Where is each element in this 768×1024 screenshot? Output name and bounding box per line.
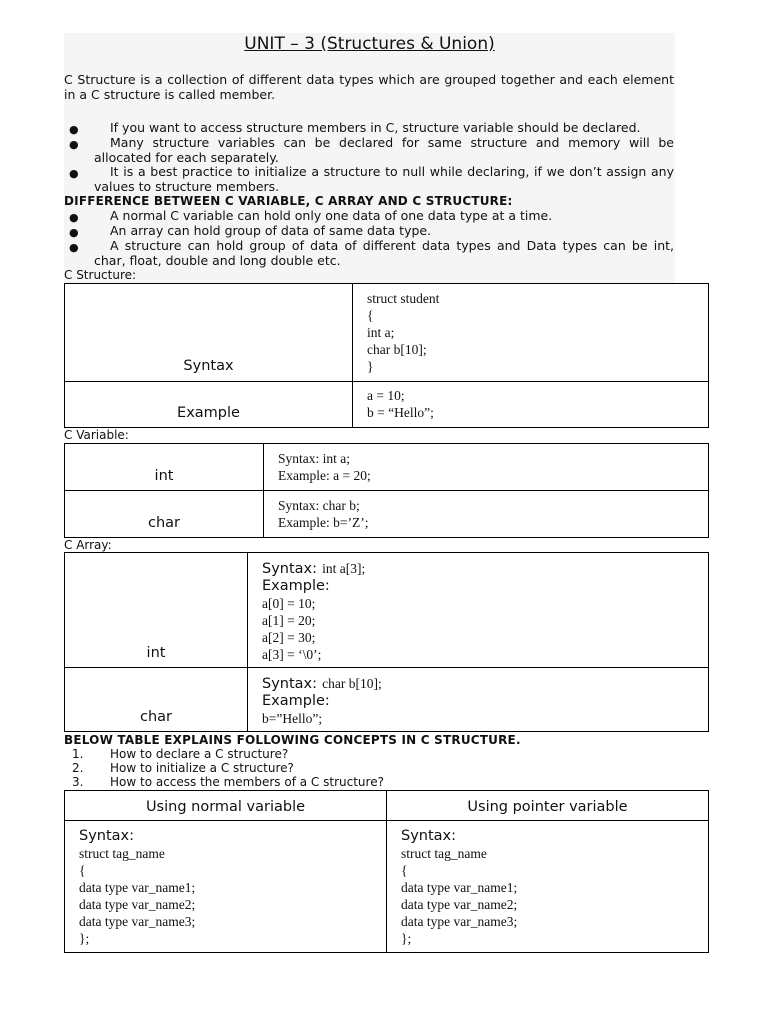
list-number: 3. xyxy=(72,775,84,789)
example-word: Example: xyxy=(262,693,330,709)
header-cell xyxy=(387,791,709,821)
bullet-dot: ● xyxy=(69,226,79,239)
code-line: struct tag_name xyxy=(79,846,165,861)
c-variable-table xyxy=(64,443,709,538)
bullet-dot: ● xyxy=(69,123,79,136)
bullet-dot: ● xyxy=(69,167,79,180)
code-line: }; xyxy=(401,931,412,946)
bullet-dot: ● xyxy=(69,211,79,224)
c-structure-label: C Structure: xyxy=(64,268,137,282)
intro-paragraph: C Structure is a collection of different data types which are grouped together and each element in a C structure is called member. xyxy=(64,72,674,102)
comparison-table xyxy=(64,790,709,953)
list-item: How to declare a C structure? xyxy=(110,747,289,761)
code-line: } xyxy=(367,359,374,374)
normal-syntax-cell xyxy=(65,821,387,953)
code-line: { xyxy=(79,863,86,878)
syntax-label-cell xyxy=(65,284,353,382)
example-label: Example xyxy=(177,405,240,421)
bullet-dot: ● xyxy=(69,241,79,254)
code-line: data type var_name1; xyxy=(79,880,196,895)
bullet-item: It is a best practice to initialize a structure to null while declaring, if we don’t assign any values to structure members. xyxy=(94,164,674,194)
code-line: Example: a = 20; xyxy=(278,468,371,483)
char-code-cell xyxy=(264,491,709,538)
syntax-word: Syntax: xyxy=(79,828,135,844)
bullet-item: Many structure variables can be declared for same structure and memory will be allocated for each separately. xyxy=(94,135,674,165)
page-title: UNIT – 3 (Structures & Union) xyxy=(244,34,495,54)
bullet-item: A normal C variable can hold only one data of one data type at a time. xyxy=(110,208,553,223)
syntax-word: Syntax: xyxy=(262,561,318,577)
bullet-item: If you want to access structure members in C, structure variable should be declared. xyxy=(110,120,641,135)
syntax-word: Syntax: xyxy=(262,676,318,692)
char-label-cell xyxy=(65,491,264,538)
c-variable-label: C Variable: xyxy=(64,428,129,442)
code-line: data type var_name2; xyxy=(401,897,518,912)
code-line: data type var_name3; xyxy=(401,914,518,929)
list-item: How to access the members of a C structure? xyxy=(110,775,384,789)
code-line: a[0] = 10; xyxy=(262,596,316,611)
code-line: char b[10]; xyxy=(322,676,382,691)
code-line: b = “Hello”; xyxy=(367,405,434,420)
bullet-item: An array can hold group of data of same data type. xyxy=(110,223,432,238)
code-line: struct student xyxy=(367,291,440,306)
c-structure-table xyxy=(64,283,709,428)
concepts-heading: BELOW TABLE EXPLAINS FOLLOWING CONCEPTS IN C STRUCTURE. xyxy=(64,733,521,747)
difference-heading: DIFFERENCE BETWEEN C VARIABLE, C ARRAY AND C STRUCTURE: xyxy=(64,194,513,208)
char-code-cell xyxy=(248,668,709,732)
int-code-cell xyxy=(264,444,709,491)
char-label: char xyxy=(139,709,172,725)
char-label: char xyxy=(147,515,180,531)
example-label-cell xyxy=(65,382,353,428)
int-label: int xyxy=(146,645,166,661)
c-array-label: C Array: xyxy=(64,538,112,552)
code-line: char b[10]; xyxy=(367,342,427,357)
header-cell xyxy=(65,791,387,821)
list-number: 1. xyxy=(72,747,84,761)
code-line: data type var_name2; xyxy=(79,897,196,912)
code-line: data type var_name3; xyxy=(79,914,196,929)
example-word: Example: xyxy=(262,578,330,594)
int-label-cell xyxy=(65,553,248,668)
col-header-pointer: Using pointer variable xyxy=(467,799,628,815)
bullet-dot: ● xyxy=(69,138,79,151)
code-line: int a; xyxy=(367,325,395,340)
code-line: a[2] = 30; xyxy=(262,630,316,645)
code-line: Syntax: int a; xyxy=(278,451,350,466)
syntax-label: Syntax xyxy=(183,358,234,374)
syntax-code-cell xyxy=(353,284,709,382)
char-label-cell xyxy=(65,668,248,732)
col-header-normal: Using normal variable xyxy=(145,799,306,815)
pointer-syntax-cell xyxy=(387,821,709,953)
code-line: Syntax: char b; xyxy=(278,498,360,513)
code-line: a[3] = ‘\0’; xyxy=(262,647,322,662)
int-label: int xyxy=(154,468,174,484)
code-line: Example: b=’Z’; xyxy=(278,515,369,530)
code-line: struct tag_name xyxy=(401,846,487,861)
syntax-word: Syntax: xyxy=(401,828,457,844)
int-code-cell xyxy=(248,553,709,668)
c-array-table xyxy=(64,552,709,732)
bullet-item: A structure can hold group of data of different data types and Data types can be int, char, float, double and long double etc. xyxy=(94,238,674,268)
list-item: How to initialize a C structure? xyxy=(110,761,294,775)
code-line: a = 10; xyxy=(367,388,405,403)
code-line: int a[3]; xyxy=(322,561,366,576)
code-line: a[1] = 20; xyxy=(262,613,316,628)
code-line: { xyxy=(401,863,408,878)
list-number: 2. xyxy=(72,761,84,775)
code-line: data type var_name1; xyxy=(401,880,518,895)
code-line: }; xyxy=(79,931,90,946)
int-label-cell xyxy=(65,444,264,491)
code-line: { xyxy=(367,308,374,323)
code-line: b=”Hello”; xyxy=(262,711,323,726)
example-code-cell xyxy=(353,382,709,428)
